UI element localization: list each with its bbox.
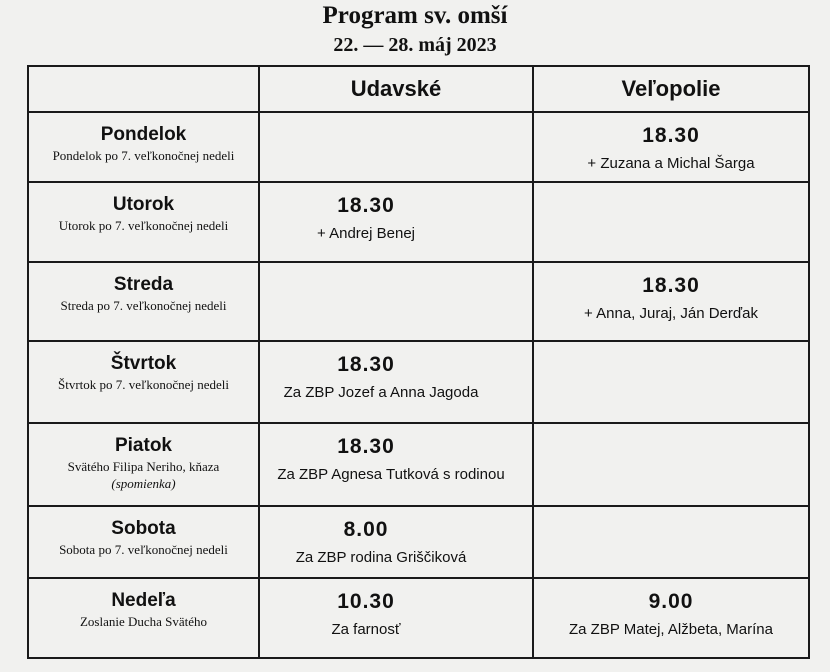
table-row	[28, 182, 809, 262]
udavske-cell	[259, 578, 533, 658]
velopolie-cell	[533, 112, 809, 182]
mass-time: 18.30	[642, 124, 700, 147]
day-name: Nedeľa	[111, 590, 176, 611]
mass-intention: Za farnosť	[331, 621, 401, 638]
header-day-cell	[28, 66, 259, 112]
day-cell	[28, 262, 259, 341]
mass-intention: Za ZBP Matej, Alžbeta, Marína	[569, 621, 773, 638]
mass-intention: + Zuzana a Michal Šarga	[587, 155, 755, 172]
day-note: Utorok po 7. veľkonočnej nedeli	[58, 218, 229, 233]
day-cell	[28, 182, 259, 262]
mass-intention: + Anna, Juraj, Ján Derďak	[584, 305, 758, 322]
velopolie-cell	[533, 423, 809, 506]
udavske-cell	[259, 341, 533, 423]
table-row	[28, 341, 809, 423]
date-range: 22. — 28. máj 2023	[333, 34, 497, 56]
day-name: Utorok	[112, 194, 175, 215]
header-udavske: Udavské	[259, 66, 533, 112]
table-row	[28, 423, 809, 506]
day-note: Zoslanie Ducha Svätého	[79, 614, 208, 629]
mass-intention: + Andrej Benej	[317, 225, 415, 242]
day-cell	[28, 578, 259, 658]
day-cell	[28, 341, 259, 423]
day-cell	[28, 423, 259, 506]
day-name: Streda	[113, 274, 174, 295]
day-note: Pondelok po 7. veľkonočnej nedeli	[52, 148, 235, 163]
day-note: Svätého Filipa Neriho, kňaza	[67, 459, 220, 474]
page-title: Program sv. omší	[322, 2, 508, 29]
day-name: Štvrtok	[110, 353, 177, 374]
udavske-cell	[259, 423, 533, 506]
udavske-cell	[259, 182, 533, 262]
velopolie-cell	[533, 182, 809, 262]
udavske-cell	[259, 262, 533, 341]
mass-intention: Za ZBP Jozef a Anna Jagoda	[283, 384, 479, 401]
mass-intention: Za ZBP rodina Griščiková	[295, 549, 467, 566]
udavske-cell	[259, 506, 533, 578]
table-row	[28, 112, 809, 182]
table-row	[28, 578, 809, 658]
day-note: Štvrtok po 7. veľkonočnej nedeli	[58, 377, 229, 392]
mass-time: 18.30	[337, 353, 395, 376]
table-row	[28, 506, 809, 578]
velopolie-cell	[533, 506, 809, 578]
day-name: Piatok	[114, 435, 173, 456]
day-note: Sobota po 7. veľkonočnej nedeli	[59, 542, 228, 557]
mass-time: 18.30	[337, 194, 395, 217]
mass-intention: Za ZBP Agnesa Tutková s rodinou	[277, 466, 505, 483]
mass-time: 10.30	[337, 590, 395, 613]
mass-schedule-table	[27, 65, 810, 659]
velopolie-cell	[533, 341, 809, 423]
header-velopolie: Veľopolie	[533, 66, 809, 112]
mass-time: 8.00	[343, 518, 389, 541]
day-cell	[28, 506, 259, 578]
day-cell	[28, 112, 259, 182]
table-header-row	[28, 66, 809, 112]
mass-time: 18.30	[642, 274, 700, 297]
udavske-cell	[259, 112, 533, 182]
table-row	[28, 262, 809, 341]
mass-time: 9.00	[648, 590, 694, 613]
day-name: Sobota	[111, 518, 176, 539]
mass-time: 18.30	[337, 435, 395, 458]
velopolie-cell	[533, 262, 809, 341]
day-note-secondary: (spomienka)	[111, 476, 176, 491]
velopolie-cell	[533, 578, 809, 658]
day-name: Pondelok	[100, 124, 187, 145]
day-note: Streda po 7. veľkonočnej nedeli	[60, 298, 227, 313]
